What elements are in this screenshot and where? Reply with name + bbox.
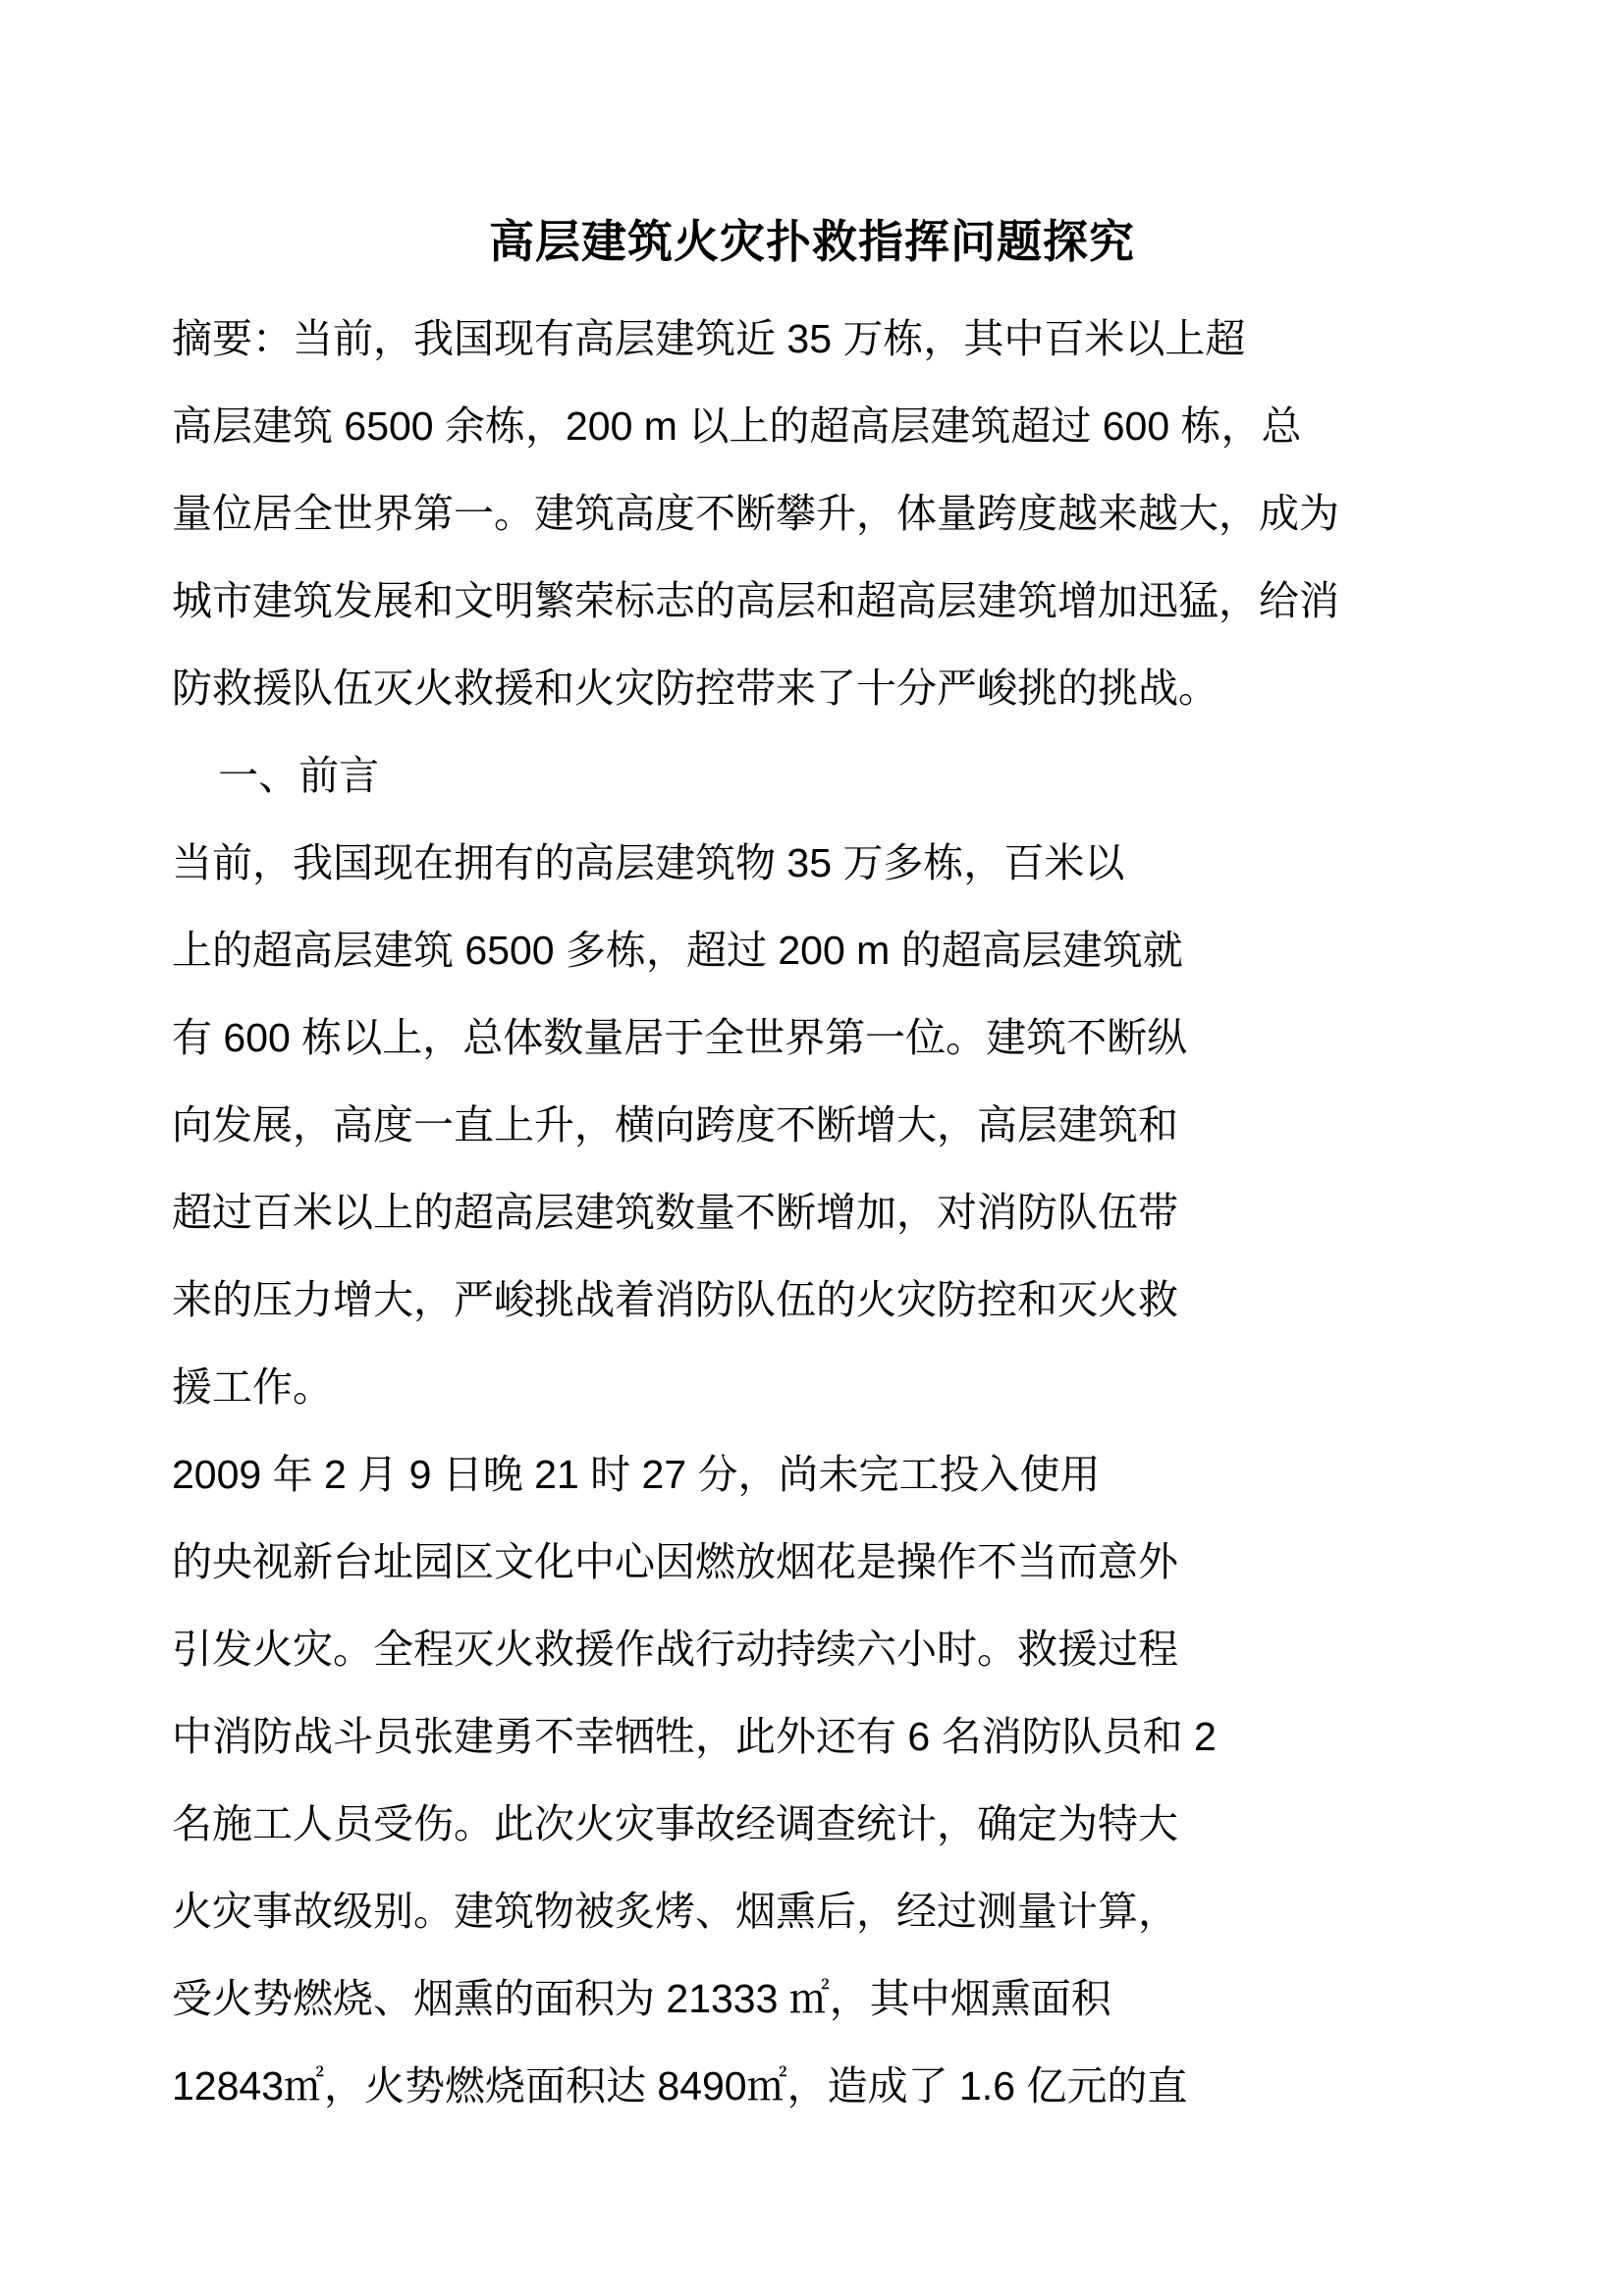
section-heading: 一、前言 <box>218 753 380 799</box>
paragraph-line: 引发火灾。全程灭火救援作战行动持续六小时。救援过程 <box>172 1627 1178 1673</box>
paragraph-2 <box>172 1431 1452 2130</box>
paragraph-line: 援工作。 <box>172 1364 333 1411</box>
abstract-line: 城市建筑发展和文明繁荣标志的高层和超高层建筑增加迅猛，给消 <box>172 578 1339 624</box>
abstract-line: 高层建筑 6500 余栋，200 m 以上的超高层建筑超过 600 栋，总 <box>172 403 1302 450</box>
abstract-block <box>172 295 1452 732</box>
abstract-line: 摘要：当前，我国现有高层建筑近 35 万栋，其中百米以上超 <box>172 316 1246 362</box>
paragraph-line: 12843㎡，火势燃烧面积达 8490㎡，造成了 1.6 亿元的直 <box>172 2063 1188 2109</box>
paragraph-line: 有 600 栋以上，总体数量居于全世界第一位。建筑不断纵 <box>172 1015 1188 1061</box>
paragraph-line: 2009 年 2 月 9 日晚 21 时 27 分，尚未完工投入使用 <box>172 1452 1101 1498</box>
paragraph-1 <box>172 820 1452 1431</box>
paragraph-line: 上的超高层建筑 6500 多栋，超过 200 m 的超高层建筑就 <box>172 928 1183 974</box>
paragraph-line: 超过百米以上的超高层建筑数量不断增加，对消防队伍带 <box>172 1190 1178 1236</box>
paragraph-line: 受火势燃烧、烟熏的面积为 21333 ㎡，其中烟熏面积 <box>172 1976 1111 2022</box>
paragraph-line: 向发展，高度一直上升，横向跨度不断增大，高层建筑和 <box>172 1102 1178 1148</box>
page-title: 高层建筑火灾扑救指挥问题探究 <box>489 216 1135 267</box>
abstract-line: 防救援队伍灭火救援和火灾防控带来了十分严峻挑的挑战。 <box>172 666 1218 712</box>
abstract-line: 量位居全世界第一。建筑高度不断攀升，体量跨度越来越大，成为 <box>172 491 1339 537</box>
paragraph-line: 中消防战斗员张建勇不幸牺牲，此外还有 6 名消防队员和 2 <box>172 1714 1217 1760</box>
paragraph-line: 的央视新台址园区文化中心因燃放烟花是操作不当而意外 <box>172 1539 1178 1585</box>
paragraph-line: 名施工人员受伤。此次火灾事故经调查统计，确定为特大 <box>172 1801 1178 1847</box>
section-preface <box>172 732 1452 2130</box>
paragraph-line: 来的压力增大，严峻挑战着消防队伍的火灾防控和灭火救 <box>172 1277 1178 1323</box>
paragraph-line: 当前，我国现在拥有的高层建筑物 35 万多栋，百米以 <box>172 840 1125 886</box>
paragraph-line: 火灾事故级别。建筑物被炙烤、烟熏后，经过测量计算， <box>172 1889 1178 1935</box>
